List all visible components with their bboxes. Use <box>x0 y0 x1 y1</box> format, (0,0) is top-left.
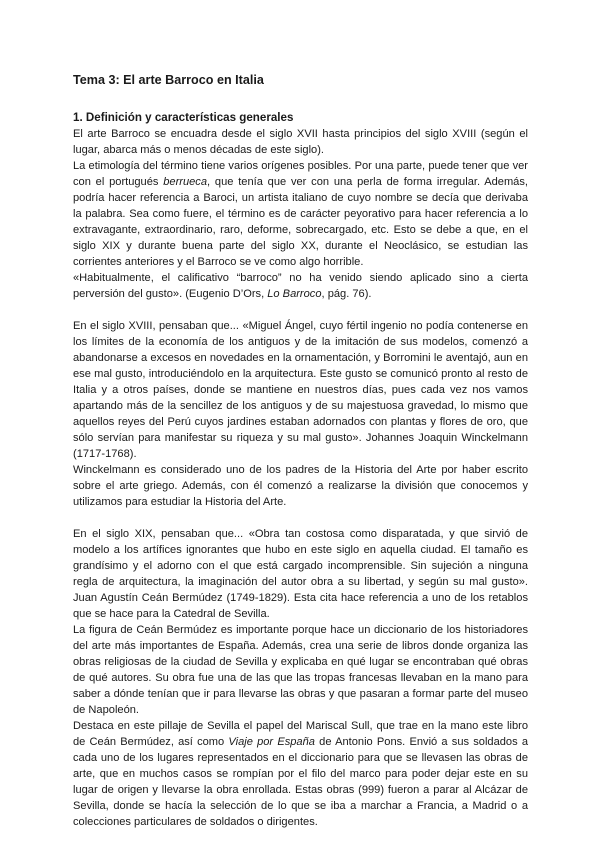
italic-title: Viaje por España <box>228 736 315 748</box>
italic-term: berrueca <box>163 176 208 188</box>
paragraph-winckelmann-quote: En el siglo XVIII, pensaban que... «Miguel Ángel, cuyo fértil ingenio no podía contenerse en los límites de la economía de los antiguos y de la imitación de sus modelos, comenzó a abandonarse a excesos en novedades en la ornamentación, y Borromini le aventajó, aun en ese mal gusto, introduciéndolo en la arquitectura. Este gusto se comunicó pronto al resto de Italia y a otros países, donde se mantiene en nuestros días, pues cada vez nos vamos apartando más de la sencillez de los antiguos y de su majestuosa gravedad, lo mismo que aquellos reyes del Perú cuyos jardines estaban adornados con plantas y flores de oro, que sólo servían para manifestar su riqueza y su mal gusto». Johannes Joaquin Winckelmann (1717-1768). <box>73 320 528 460</box>
italic-title: Lo Barroco <box>267 288 322 300</box>
paragraph-gap <box>73 302 528 318</box>
paragraph-dors-quote <box>73 270 528 302</box>
paragraph-cean-bermudez: La figura de Ceán Bermúdez es importante porque hace un diccionario de los historiadores del arte más importantes de España. Además, crea una serie de libros donde organiza las obras religiosas de la ciudad de Sevilla y explicaba en qué lugar se encontraban qué obras de qué autores. Su obra fue una de las que las tropas francesas llevaban en la mano para saber a dónde tenían que ir para llevarse las obras y que pasaran a formar parte del museo de Napoleón. <box>73 624 528 716</box>
paragraph-winckelmann: Winckelmann es considerado uno de los padres de la Historia del Arte por haber escrito sobre el arte griego. Además, con él comenzó a realizarse la división que conocemos y utilizamos para estudiar la Historia del Arte. <box>73 464 528 508</box>
paragraph-intro: El arte Barroco se encuadra desde el siglo XVII hasta principios del siglo XVIII (según el lugar, abarca más o menos décadas de este siglo). <box>73 128 528 156</box>
paragraph-pillaje <box>73 718 528 830</box>
paragraph-etymology <box>73 158 528 270</box>
paragraph-cean-quote: En el siglo XIX, pensaban que... «Obra tan costosa como disparatada, y que sirvió de modelo a los artífices ignorantes que hubo en este siglo en aquella ciudad. El tamaño es grandísimo y el adorno con el que está cargado incomprensible. Sin sujeción a ninguna regla de arquitectura, la imaginación del autor obra a su libertad, y según su mal gusto». Juan Agustín Ceán Bermúdez (1749-1829). Esta cita hace referencia a uno de los retablos que se hace para la Catedral de Sevilla. <box>73 528 528 620</box>
paragraph-gap <box>73 510 528 526</box>
section-heading: 1. Definición y características generales <box>73 111 294 124</box>
text-run: , pág. 76). <box>321 288 372 300</box>
text-run: La etimología del término tiene varios orígenes posibles. Por una parte, puede tener que ver con el portugués <box>73 160 528 188</box>
text-run: «Habitualmente, el calificativo “barroco” no ha venido siendo aplicado sino a cierta perversión del gusto». (Eugenio D’Ors, <box>73 272 528 300</box>
text-run: de Antonio Pons. Envió a sus soldados a cada uno de los lugares representados en el diccionario para que se llevasen las obras de arte, que en muchos casos se rompían por el filo del marco para poder dejar este en su lugar de origen y llevarse la obra enrollada. Estas obras (999) fueron a parar al Alcázar de Sevilla, donde se hacía la selección de lo que se iba a marchar a Francia, a Madrid o a colecciones particulares de soldados o dirigentes. <box>73 736 529 828</box>
document-page <box>73 72 528 830</box>
text-run: Destaca en este pillaje de Sevilla el papel del Mariscal Sull, que trae en la mano este libro de Ceán Bermúdez, así como <box>73 720 528 748</box>
text-run: , que tenía que ver con una perla de forma irregular. Además, podría hacer referencia a Baroci, un artista italiano de cuyo nombre se decía que derivaba la palabra. Sea como fuere, el término es de carácter peyorativo para hacer referencia a lo extravagante, extraordinario, raro, deforme, sobrecargado, etc. Esto se debe a que, en el siglo XIX y durante buena parte del siglo XX, durante el Neoclásico, se estudian las corrientes anteriores y el Barroco se ve como algo horrible. <box>73 176 528 268</box>
page-title: Tema 3: El arte Barroco en Italia <box>73 73 264 87</box>
